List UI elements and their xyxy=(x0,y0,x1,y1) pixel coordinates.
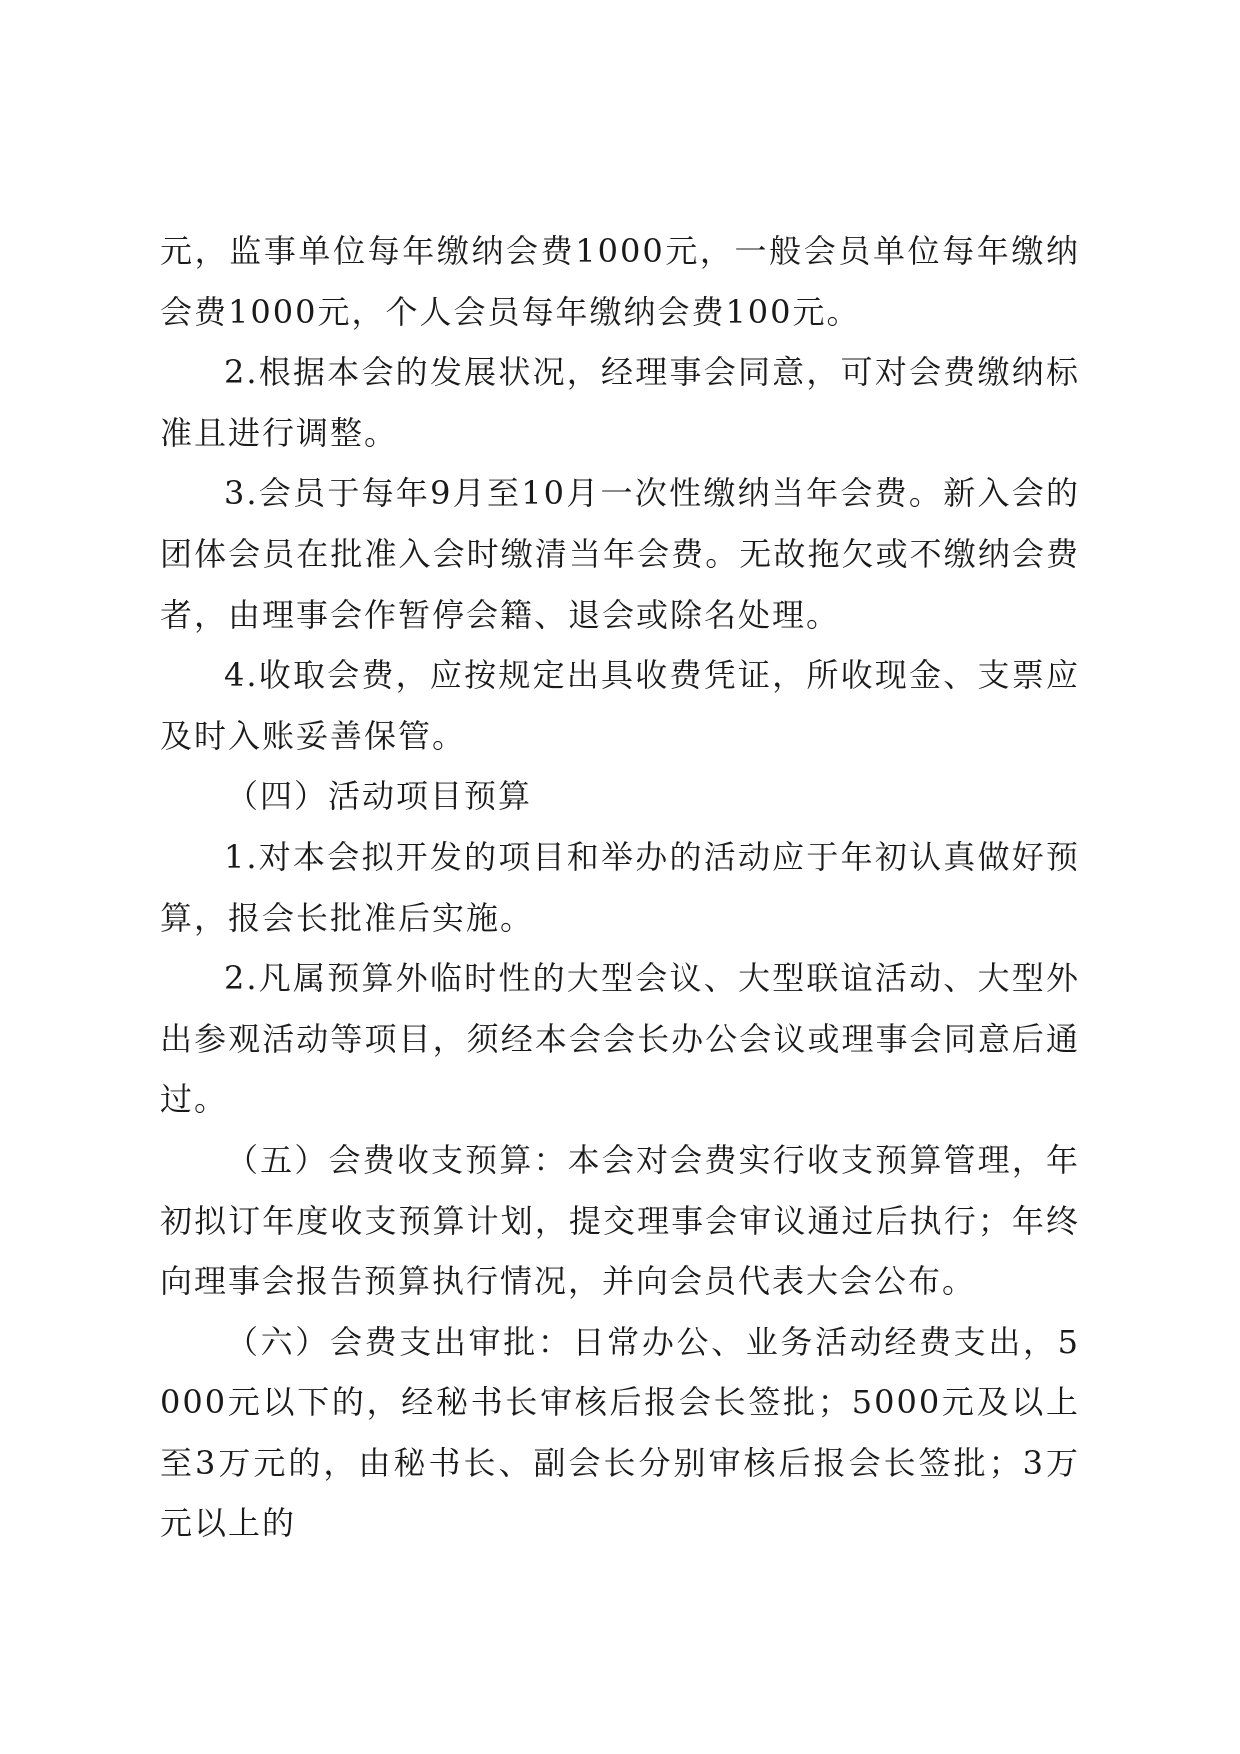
section-heading-activity-budget: （四）活动项目预算 xyxy=(226,777,533,816)
paragraph-expense-approval: （六）会费支出审批：日常办公、业务活动经费支出，5000元以下的，经秘书长审核后报会长签批；5000元及以上至3万元的，由秘书长、副会长分别审核后报会长签批；3万元以上的 xyxy=(160,1322,1080,1543)
paragraph-extra-budget-activities: 2.凡属预算外临时性的大型会议、大型联谊活动、大型外出参观活动等项目，须经本会会长办公会议或理事会同意后通过。 xyxy=(160,959,1080,1119)
body-text xyxy=(160,221,1080,1554)
paragraph-fee-adjustment: 2.根据本会的发展状况，经理事会同意，可对会费缴纳标准且进行调整。 xyxy=(160,353,1080,452)
paragraph-project-budget: 1.对本会拟开发的项目和举办的活动应于年初认真做好预算，报会长批准后实施。 xyxy=(160,837,1080,937)
paragraph-fee-budget: （五）会费收支预算：本会对会费实行收支预算管理，年初拟订年度收支预算计划，提交理事会审议通过后执行；年终向理事会报告预算执行情况，并向会员代表大会公布。 xyxy=(160,1140,1080,1301)
paragraph-fee-collection: 4.收取会费，应按规定出具收费凭证，所收现金、支票应及时入账妥善保管。 xyxy=(160,656,1080,755)
paragraph-fee-continuation: 元，监事单位每年缴纳会费1000元，一般会员单位每年缴纳会费1000元，个人会员每年缴纳会费100元。 xyxy=(160,232,1080,331)
paragraph-fee-payment-period: 3.会员于每年9月至10月一次性缴纳当年会费。新入会的团体会员在批准入会时缴清当年会费。无故拖欠或不缴纳会费者，由理事会作暂停会籍、退会或除名处理。 xyxy=(160,474,1080,634)
